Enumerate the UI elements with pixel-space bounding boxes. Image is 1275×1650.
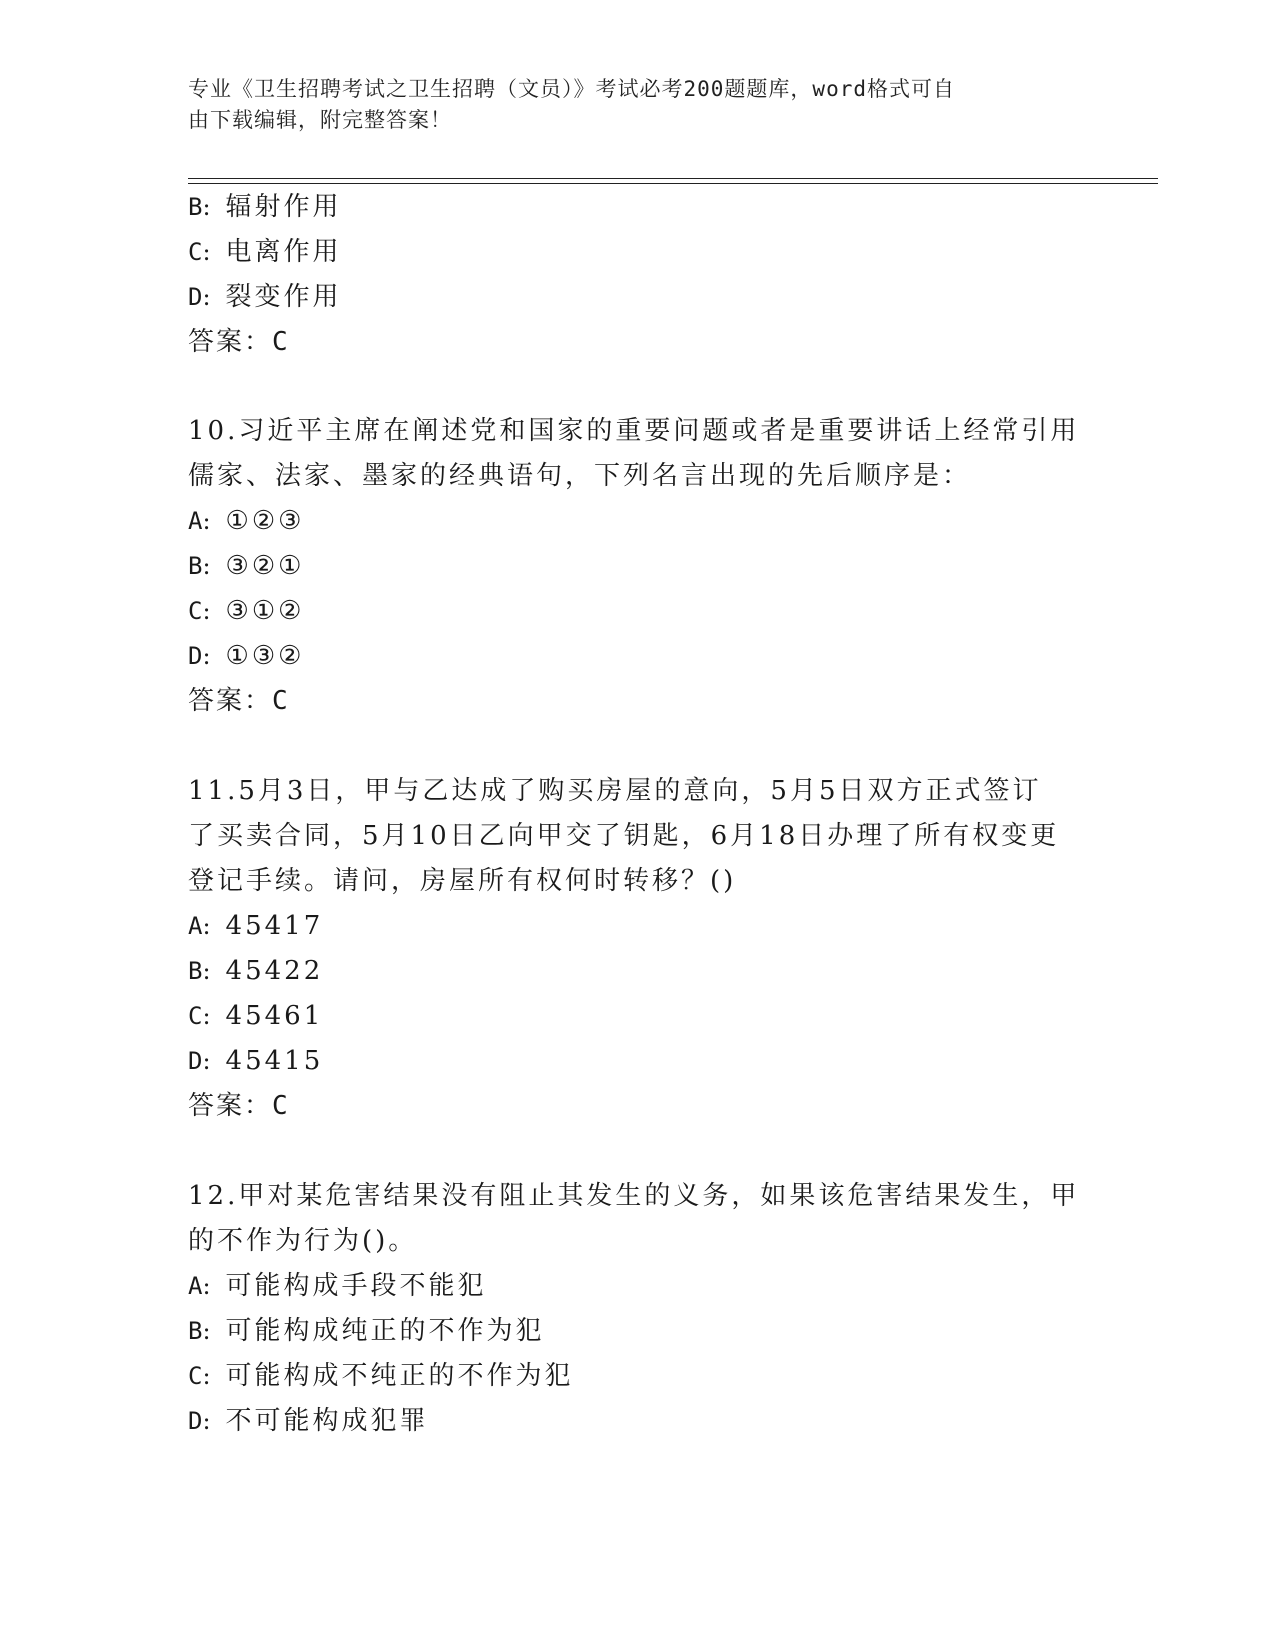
option-a: A: 可能构成手段不能犯 — [188, 1271, 487, 1301]
answer-line: 答案：C — [188, 686, 290, 716]
option-text: ①③② — [225, 641, 305, 671]
option-b: B: 可能构成纯正的不作为犯 — [188, 1316, 545, 1346]
option-b: B: 辐射作用 — [188, 192, 342, 222]
question-10-line-1: 10.习近平主席在阐述党和国家的重要问题或者是重要讲话上经常引用 — [188, 416, 1080, 446]
option-d: D: 45415 — [188, 1046, 324, 1076]
option-c: C: 电离作用 — [188, 237, 342, 267]
answer-value: C — [272, 1091, 290, 1121]
option-text: 45417 — [225, 911, 324, 941]
header-line-1: 专业《卫生招聘考试之卫生招聘（文员）》考试必考200题题库，word格式可自 — [188, 77, 955, 101]
option-text: 不可能构成犯罪 — [225, 1406, 429, 1436]
answer-line: 答案：C — [188, 1091, 290, 1121]
option-text: 45422 — [225, 956, 324, 986]
option-d: D: 不可能构成犯罪 — [188, 1406, 429, 1436]
option-text: 裂变作用 — [225, 282, 342, 312]
option-a: A: 45417 — [188, 911, 324, 941]
option-text: ③②① — [225, 551, 305, 581]
option-c: C: 可能构成不纯正的不作为犯 — [188, 1361, 574, 1391]
option-d: D: ①③② — [188, 641, 305, 671]
option-text: 电离作用 — [225, 237, 342, 267]
option-text: ③①② — [225, 596, 305, 626]
question-10-line-2: 儒家、法家、墨家的经典语句，下列名言出现的先后顺序是： — [188, 461, 972, 491]
option-a: A: ①②③ — [188, 506, 305, 536]
option-b: B: ③②① — [188, 551, 305, 581]
option-c: C: ③①② — [188, 596, 305, 626]
header-line-2: 由下载编辑，附完整答案！ — [188, 108, 452, 132]
question-11-line-1: 11.5月3日，甲与乙达成了购买房屋的意向，5月5日双方正式签订 — [188, 776, 1042, 806]
option-text: 45415 — [225, 1046, 324, 1076]
option-text: 可能构成不纯正的不作为犯 — [225, 1361, 574, 1391]
option-text: 可能构成纯正的不作为犯 — [225, 1316, 545, 1346]
answer-value: C — [272, 327, 290, 357]
option-c: C: 45461 — [188, 1001, 324, 1031]
document-header — [188, 74, 1088, 136]
option-text: ①②③ — [225, 506, 305, 536]
header-divider-top — [188, 178, 1158, 179]
option-text: 可能构成手段不能犯 — [225, 1271, 487, 1301]
question-11-line-2: 了买卖合同，5月10日乙向甲交了钥匙，6月18日办理了所有权变更 — [188, 821, 1060, 851]
option-b: B: 45422 — [188, 956, 324, 986]
question-12-line-1: 12.甲对某危害结果没有阻止其发生的义务，如果该危害结果发生，甲 — [188, 1181, 1080, 1211]
question-12-line-2: 的不作为行为()。 — [188, 1226, 418, 1256]
option-text: 辐射作用 — [225, 192, 342, 222]
option-d: D: 裂变作用 — [188, 282, 342, 312]
option-text: 45461 — [225, 1001, 324, 1031]
answer-value: C — [272, 686, 290, 716]
answer-line: 答案：C — [188, 327, 290, 357]
question-11-line-3: 登记手续。请问，房屋所有权何时转移？() — [188, 866, 737, 896]
